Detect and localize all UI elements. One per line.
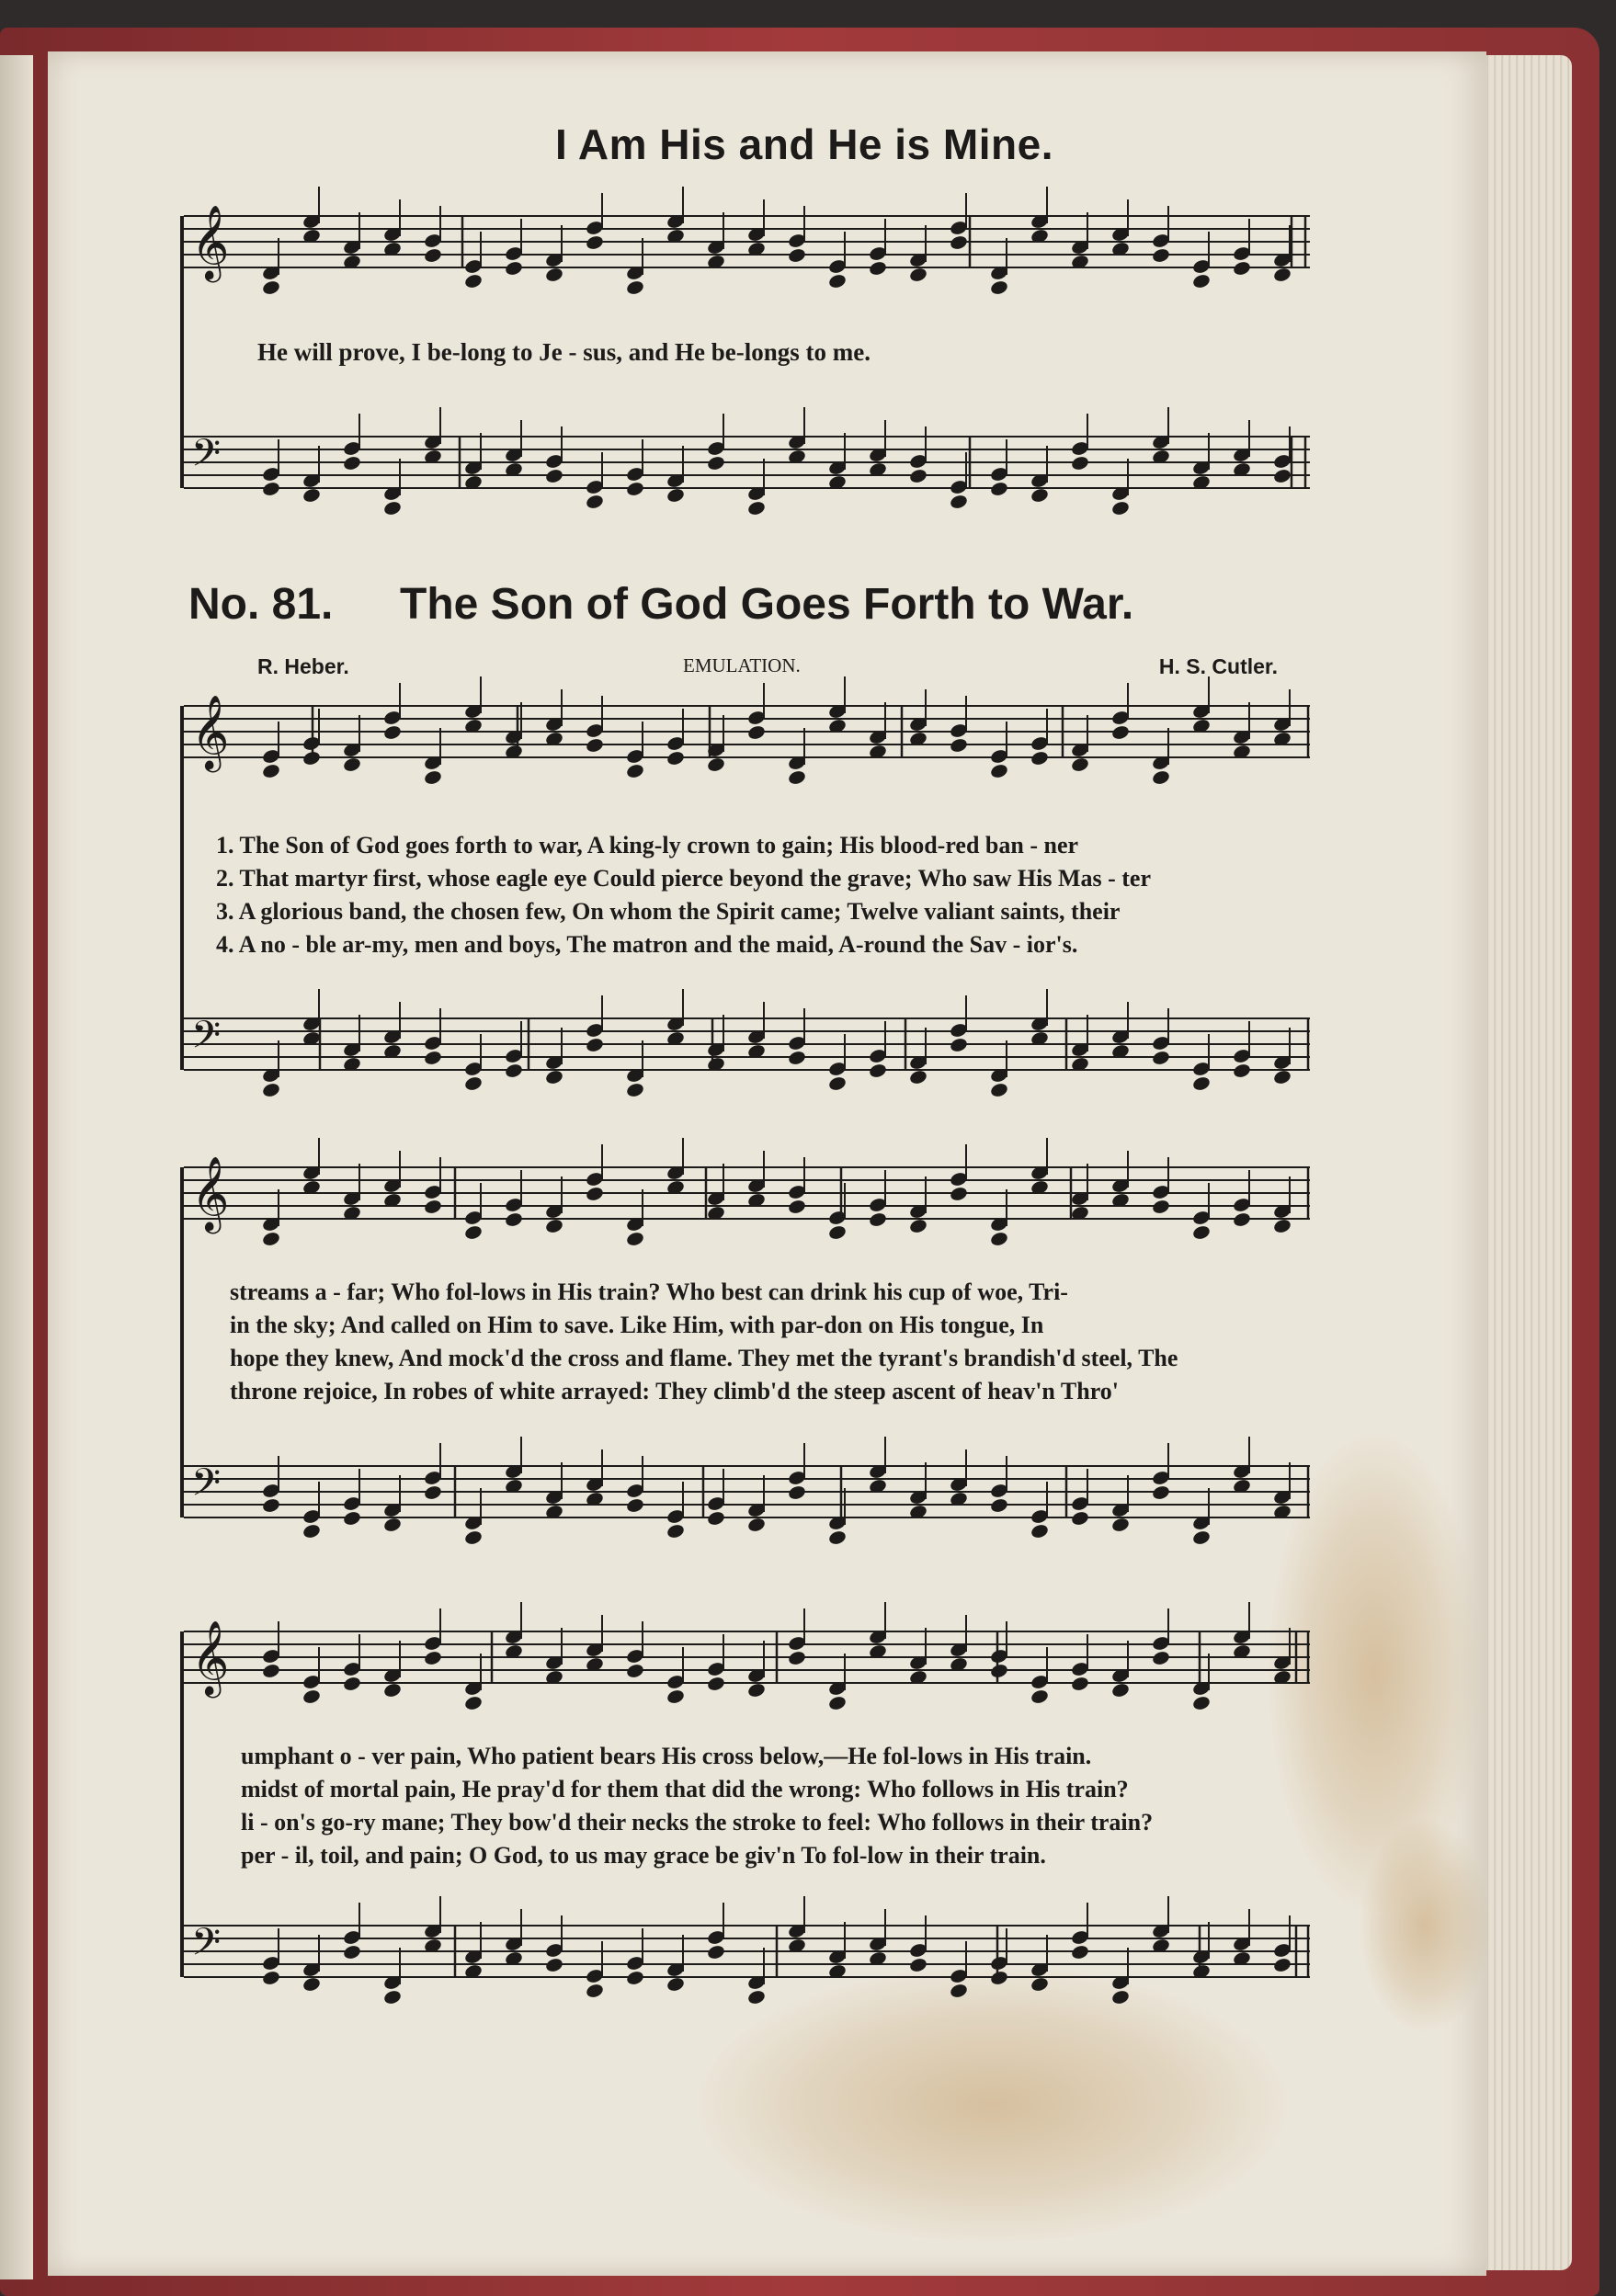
note-head	[827, 1075, 847, 1092]
note-head	[1110, 1989, 1130, 2006]
note-head	[908, 1957, 927, 1973]
verse-line: in the sky; And called on Him to save. Like Him, with par-don on His tongue, In	[230, 1312, 1044, 1338]
note-head	[666, 1976, 685, 1993]
bass-clef: 𝄢	[191, 1013, 222, 1066]
note-head	[423, 1199, 442, 1215]
bass-clef: 𝄢	[191, 1461, 222, 1514]
bass-clef: 𝄢	[191, 431, 222, 484]
note-head	[666, 487, 685, 504]
note-head	[1191, 1075, 1211, 1092]
note-head	[746, 500, 766, 517]
note-head	[463, 1695, 483, 1711]
note-head	[544, 468, 563, 484]
note-head	[342, 1510, 361, 1527]
treble-clef: 𝄞	[191, 204, 230, 279]
note-head	[1151, 1199, 1170, 1215]
note-head	[949, 1037, 968, 1053]
verse-line: 1. The Son of God goes forth to war, A king-ly crown to gain; His blood-red ban - ner	[216, 832, 1079, 858]
note-head	[261, 481, 280, 497]
note-head	[787, 769, 806, 786]
note-head	[1191, 273, 1211, 290]
verse-line: hope they knew, And mock'd the cross and flame. They met the tyrant's brandish'd steel, The	[230, 1345, 1178, 1371]
note-head	[1110, 1682, 1130, 1699]
note-head	[342, 455, 361, 472]
note-head	[746, 1682, 766, 1699]
note-head	[1070, 1510, 1089, 1527]
note-head	[261, 1663, 280, 1679]
note-head	[585, 234, 604, 251]
note-head	[342, 1944, 361, 1961]
note-head	[261, 1082, 280, 1098]
note-head	[1191, 1224, 1211, 1241]
note-head	[746, 724, 766, 741]
note-head	[585, 1037, 604, 1053]
note-head	[1191, 1695, 1211, 1711]
note-head	[1030, 1688, 1049, 1705]
note-head	[1110, 724, 1130, 741]
note-head	[1030, 750, 1049, 767]
note-head	[1110, 1517, 1130, 1533]
note-head	[706, 455, 725, 472]
note-head	[989, 1970, 1008, 1986]
note-head	[787, 1199, 806, 1215]
note-head	[666, 750, 685, 767]
note-head	[302, 1523, 321, 1540]
verse-line: 2. That martyr first, whose eagle eye Could pierce beyond the grave; Who saw His Mas - ter	[216, 865, 1152, 892]
hymn-title: The Son of God Goes Forth to War.	[400, 580, 1134, 629]
note-head	[302, 750, 321, 767]
note-head	[949, 234, 968, 251]
note-head	[382, 1989, 402, 2006]
note-head	[746, 1517, 766, 1533]
note-head	[302, 1688, 321, 1705]
note-head	[1232, 260, 1251, 277]
note-head	[1151, 1650, 1170, 1666]
note-head	[463, 1224, 483, 1241]
note-head	[1070, 1944, 1089, 1961]
note-head	[827, 273, 847, 290]
verse-line: streams a - far; Who fol-lows in His train? Who best can drink his cup of woe, Tri-	[230, 1279, 1068, 1305]
note-head	[1030, 1523, 1049, 1540]
note-head	[787, 247, 806, 264]
note-head	[625, 481, 644, 497]
note-head	[908, 1069, 927, 1085]
note-head	[504, 260, 523, 277]
note-head	[342, 1676, 361, 1692]
note-head	[868, 1211, 887, 1228]
note-head	[1191, 1529, 1211, 1546]
note-head	[1272, 1957, 1292, 1973]
verse-line: 4. A no - ble ar-my, men and boys, The matron and the maid, A-round the Sav - ior's.	[216, 931, 1078, 958]
hymn-author: R. Heber.	[257, 654, 349, 678]
note-head	[463, 273, 483, 290]
note-head	[706, 1676, 725, 1692]
note-head	[1272, 267, 1292, 283]
note-head	[1151, 1050, 1170, 1066]
verse-line: 3. A glorious band, the chosen few, On whom the Spirit came; Twelve valiant saints, their	[216, 898, 1121, 925]
note-head	[1110, 500, 1130, 517]
note-head	[261, 1497, 280, 1514]
note-head	[261, 1231, 280, 1247]
note-head	[544, 1069, 563, 1085]
hymn-credits	[257, 654, 1278, 686]
note-head	[1070, 1676, 1089, 1692]
note-head	[585, 1186, 604, 1202]
note-head	[261, 1970, 280, 1986]
note-head	[706, 1944, 725, 1961]
note-head	[949, 737, 968, 754]
verse-line: throne rejoice, In robes of white arrayed: They climb'd the steep ascent of heav'n Thro'	[230, 1378, 1120, 1404]
bass-clef: 𝄢	[191, 1920, 222, 1973]
note-head	[989, 481, 1008, 497]
note-head	[908, 267, 927, 283]
note-head	[1070, 756, 1089, 773]
verse-line: umphant o - ver pain, Who patient bears His cross below,—He fol-lows in His train.	[241, 1743, 1092, 1769]
note-head	[261, 279, 280, 296]
note-head	[868, 260, 887, 277]
note-head	[989, 1082, 1008, 1098]
note-head	[382, 1682, 402, 1699]
note-head	[423, 1650, 442, 1666]
note-head	[827, 1695, 847, 1711]
note-head	[1151, 769, 1170, 786]
note-head	[1151, 1484, 1170, 1501]
note-head	[746, 1989, 766, 2006]
note-head	[1030, 487, 1049, 504]
note-head	[989, 1663, 1008, 1679]
treble-clef: 𝄞	[191, 694, 230, 769]
note-head	[423, 247, 442, 264]
note-head	[908, 1218, 927, 1234]
treble-clef: 𝄞	[191, 1620, 230, 1695]
note-head	[625, 1663, 644, 1679]
note-head	[1272, 468, 1292, 484]
note-head	[868, 1063, 887, 1079]
hymn-top-title: I Am His and He is Mine.	[555, 120, 1053, 168]
note-head	[585, 737, 604, 754]
note-head	[1272, 1218, 1292, 1234]
note-head	[585, 1983, 604, 1999]
note-head	[666, 1523, 685, 1540]
hymn-composer: H. S. Cutler.	[1158, 654, 1278, 678]
note-head	[585, 494, 604, 510]
note-head	[504, 1211, 523, 1228]
note-head	[625, 1497, 644, 1514]
note-head	[1070, 455, 1089, 472]
note-head	[423, 1050, 442, 1066]
verse-line: per - il, toil, and pain; O God, to us may grace be giv'n To fol-low in their train.	[241, 1842, 1046, 1869]
note-head	[787, 1484, 806, 1501]
note-head	[706, 756, 725, 773]
note-head	[827, 1224, 847, 1241]
note-head	[342, 756, 361, 773]
note-head	[827, 1529, 847, 1546]
note-head	[463, 1529, 483, 1546]
note-head	[423, 769, 442, 786]
note-head	[463, 1075, 483, 1092]
note-head	[706, 1510, 725, 1527]
note-head	[666, 1688, 685, 1705]
hymn-top-lyric: He will prove, I be-long to Je - sus, and He be-longs to me.	[257, 338, 871, 366]
note-head	[261, 763, 280, 779]
note-head	[949, 494, 968, 510]
note-head	[423, 1484, 442, 1501]
note-head	[989, 763, 1008, 779]
note-head	[625, 1231, 644, 1247]
note-head	[908, 468, 927, 484]
note-head	[1232, 1211, 1251, 1228]
note-head	[1272, 1069, 1292, 1085]
note-head	[544, 1218, 563, 1234]
note-head	[544, 267, 563, 283]
note-head	[382, 1517, 402, 1533]
hymn-tune: EMULATION.	[683, 654, 801, 676]
note-head	[787, 1050, 806, 1066]
note-head	[1030, 1976, 1049, 1993]
hymn-number: No. 81.	[188, 580, 334, 629]
note-head	[504, 1063, 523, 1079]
note-head	[949, 1983, 968, 1999]
note-head	[625, 763, 644, 779]
note-head	[302, 487, 321, 504]
verse-line: midst of mortal pain, He pray'd for them that did the wrong: Who follows in His train?	[241, 1776, 1129, 1802]
note-head	[989, 279, 1008, 296]
verse-line: li - on's go-ry mane; They bow'd their necks the stroke to feel: Who follows in their train?	[241, 1809, 1154, 1836]
treble-clef: 𝄞	[191, 1155, 230, 1231]
note-head	[625, 1082, 644, 1098]
note-head	[382, 724, 402, 741]
note-head	[989, 1497, 1008, 1514]
note-head	[1232, 1063, 1251, 1079]
note-head	[382, 500, 402, 517]
note-head	[989, 1231, 1008, 1247]
note-head	[1151, 247, 1170, 264]
note-head	[625, 1970, 644, 1986]
note-head	[949, 1186, 968, 1202]
note-head	[544, 1957, 563, 1973]
note-head	[302, 1976, 321, 1993]
note-head	[787, 1650, 806, 1666]
note-head	[625, 279, 644, 296]
